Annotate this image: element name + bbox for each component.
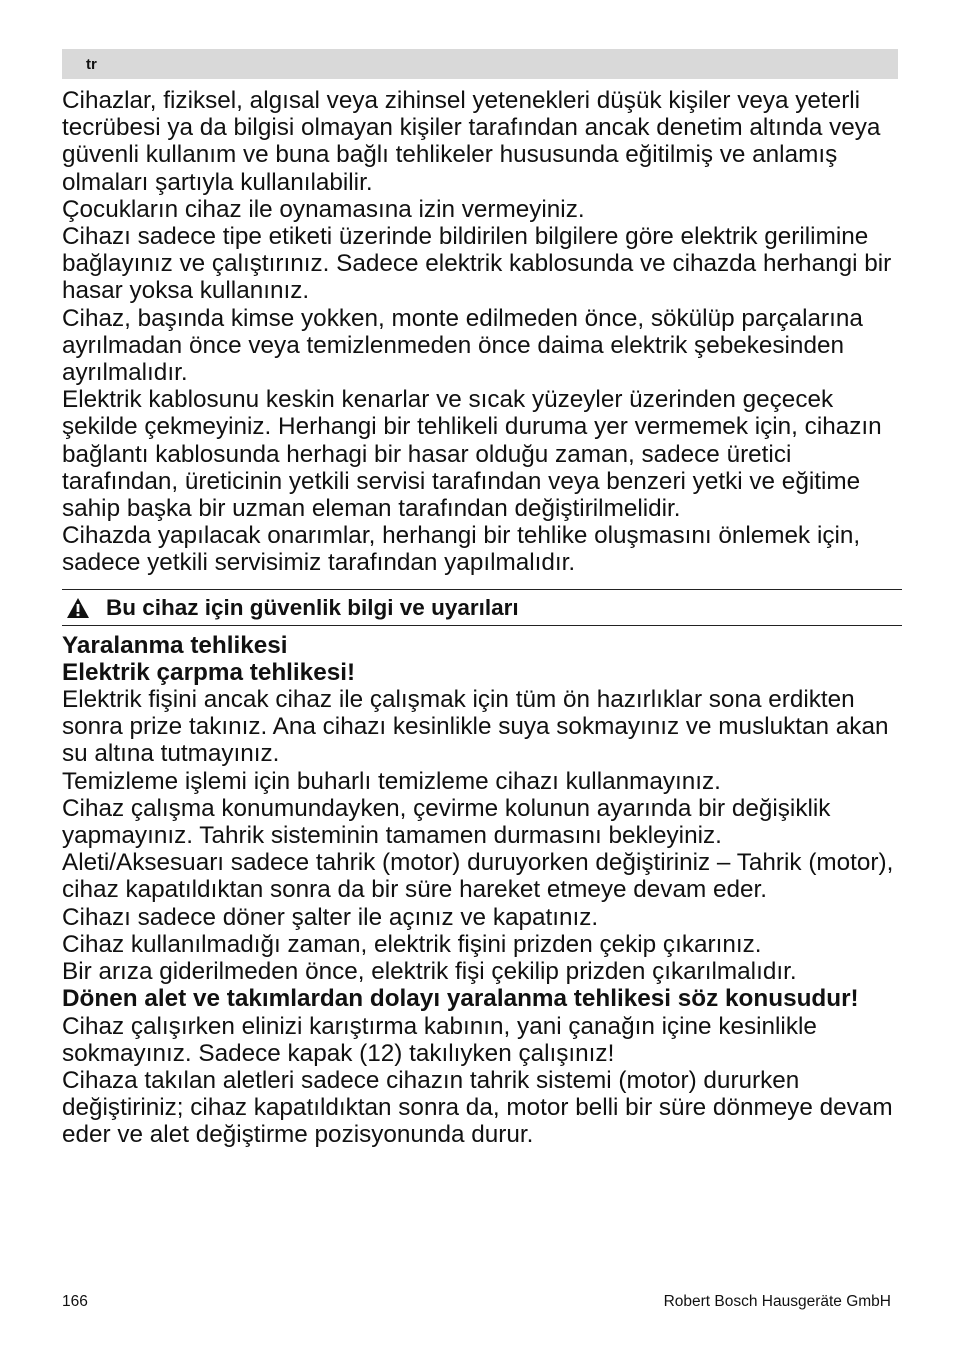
intro-paragraph: Elektrik kablosunu keskin kenarlar ve sıcak yüzeyler üzerinden geçecek şekilde çekmeyiniz. Herhangi bir tehlikeli duruma yer vermemek için, cihazın bağlantı kablosunda herhagi bir hasar olduğu zaman, sadece üretici tarafından, üreticinin yetkili servisi tarafından veya benzeri yetki ve eğitime sahip başka bir uzman eleman tarafından değiştirilmelidir.	[62, 386, 882, 523]
electric-paragraph: Aleti/Aksesuarı sadece tahrik (motor) duruyorken değiştiriniz – Tahrik (motor), cihaz kapatıldıktan sonra da bir süre hareket etmeye devam eder.	[62, 849, 894, 904]
rotating-paragraph: Cihaza takılan aletleri sadece cihazın tahrik sistemi (motor) dururken değiştiriniz; cihaz kapatıldıktan sonra da, motor belli bir süre dönmeye devam eder ve alet değiştirme pozisyonunda durur.	[62, 1066, 893, 1149]
electric-paragraph: Bir arıza giderilmeden önce, elektrik fişi çekilip prizden çıkarılmalıdır.	[62, 958, 797, 986]
electric-paragraph: Cihazı sadece döner şalter ile açınız ve kapatınız.	[62, 903, 599, 931]
intro-paragraph: Cihaz, başında kimse yokken, monte edilmeden önce, sökülüp parçalarına ayrılmadan önce veya temizlenmeden önce daima elektrik şebekesinden ayrılmalıdır.	[62, 304, 863, 387]
language-header-bar	[62, 49, 898, 79]
page-content	[62, 87, 902, 1149]
rotating-tools-title: Dönen alet ve takımlardan dolayı yaralanma tehlikesi söz konusudur!	[62, 985, 859, 1013]
electric-shock-title: Elektrik çarpma tehlikesi!	[62, 658, 356, 686]
language-code: tr	[86, 56, 97, 73]
safety-heading-text: Bu cihaz için güvenlik bilgi ve uyarıları	[106, 594, 519, 620]
electric-paragraph: Cihaz kullanılmadığı zaman, elektrik fişini prizden çekip çıkarınız.	[62, 930, 762, 958]
page-number: 166	[62, 1293, 88, 1310]
warning-triangle-icon	[66, 597, 90, 619]
page-footer	[62, 1293, 891, 1311]
injury-danger-title: Yaralanma tehlikesi	[62, 631, 288, 659]
intro-paragraph: Cihazda yapılacak onarımlar, herhangi bir tehlike oluşmasını önlemek için, sadece yetkili servisimiz tarafından yapılmalıdır.	[62, 522, 861, 577]
intro-paragraph: Çocukların cihaz ile oynamasına izin vermeyiniz.	[62, 195, 585, 223]
electric-paragraph: Cihaz çalışma konumundayken, çevirme kolunun ayarında bir değişiklik yapmayınız. Tahrik sisteminin tamamen durmasını bekleyiniz.	[62, 794, 831, 850]
safety-section-heading	[62, 589, 902, 626]
intro-paragraph: Cihazı sadece tipe etiketi üzerinde bildirilen bilgilere göre elektrik gerilimine bağlayınız ve çalıştırınız. Sadece elektrik kablosunda ve cihazda herhangi bir hasar yoksa kullanınız.	[62, 223, 892, 305]
electric-paragraph: Temizleme işlemi için buharlı temizleme cihazı kullanmayınız.	[62, 767, 721, 795]
intro-paragraph: Cihazlar, fiziksel, algısal veya zihinsel yetenekleri düşük kişiler veya yeterli tecrübesi ya da bilgisi olmayan kişiler tarafından ancak denetim altında veya güvenli kullanım ve buna bağlı tehlikeler hususunda eğitilmiş ve anlamış olmaları şartıyla kullanılabilir.	[62, 87, 881, 196]
rotating-paragraph: Cihaz çalışırken elinizi karıştırma kabının, yani çanağın içine kesinlikle sokmayınız. Sadece kapak (12) takılıyken çalışınız!	[62, 1012, 817, 1067]
electric-paragraph: Elektrik fişini ancak cihaz ile çalışmak için tüm ön hazırlıklar sona erdikten sonra prize takınız. Ana cihazı kesinlikle suya sokmayınız ve musluktan akan su altına tutmayınız.	[62, 686, 889, 768]
company-name: Robert Bosch Hausgeräte GmbH	[663, 1293, 891, 1310]
